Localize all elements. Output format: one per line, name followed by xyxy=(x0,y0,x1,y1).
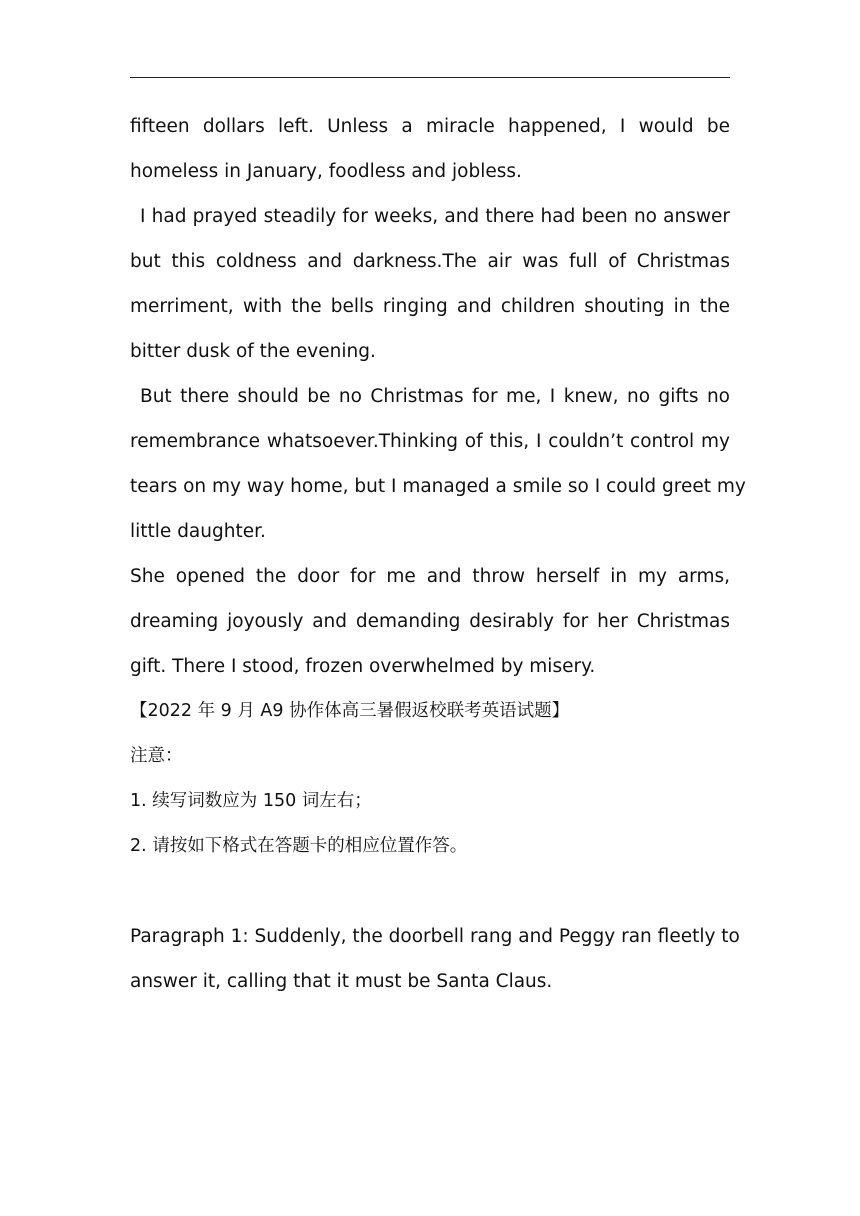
notice-label: 注意： xyxy=(130,746,183,766)
text-line: I had prayed steadily for weeks, and there had been no answer xyxy=(140,206,730,227)
header-rule xyxy=(130,77,730,78)
text-line: But there should be no Christmas for me, I knew, no gifts no xyxy=(140,386,730,407)
blank-line xyxy=(130,869,730,914)
text-line: bitter dusk of the evening. xyxy=(130,341,376,362)
source-title: 【2022 年 9 月 A9 协作体高三暑假返校联考英语试题】 xyxy=(130,701,570,721)
text-line: gift. There I stood, frozen overwhelmed by misery. xyxy=(130,656,596,677)
text-line: remembrance whatsoever.Thinking of this, I couldn’t control my xyxy=(130,431,730,452)
instruction-item: 1. 续写词数应为 150 词左右； xyxy=(130,791,372,811)
text-line: She opened the door for me and throw herself in my arms, xyxy=(130,566,730,587)
text-line: homeless in January, foodless and jobless. xyxy=(130,161,522,182)
document-body xyxy=(130,104,746,1004)
paragraph-prompt-line: Paragraph 1: Suddenly, the doorbell rang and Peggy ran fleetly to xyxy=(130,926,740,947)
text-line: tears on my way home, but I managed a smile so I could greet my xyxy=(130,476,746,497)
paragraph-prompt-line: answer it, calling that it must be Santa Claus. xyxy=(130,971,553,992)
text-line: but this coldness and darkness.The air was full of Christmas xyxy=(130,251,730,272)
text-line: fifteen dollars left. Unless a miracle happened, I would be xyxy=(130,116,730,137)
text-line: little daughter. xyxy=(130,521,266,542)
text-line: merriment, with the bells ringing and children shouting in the xyxy=(130,296,730,317)
instruction-item: 2. 请按如下格式在答题卡的相应位置作答。 xyxy=(130,836,468,856)
text-line: dreaming joyously and demanding desirably for her Christmas xyxy=(130,611,730,632)
